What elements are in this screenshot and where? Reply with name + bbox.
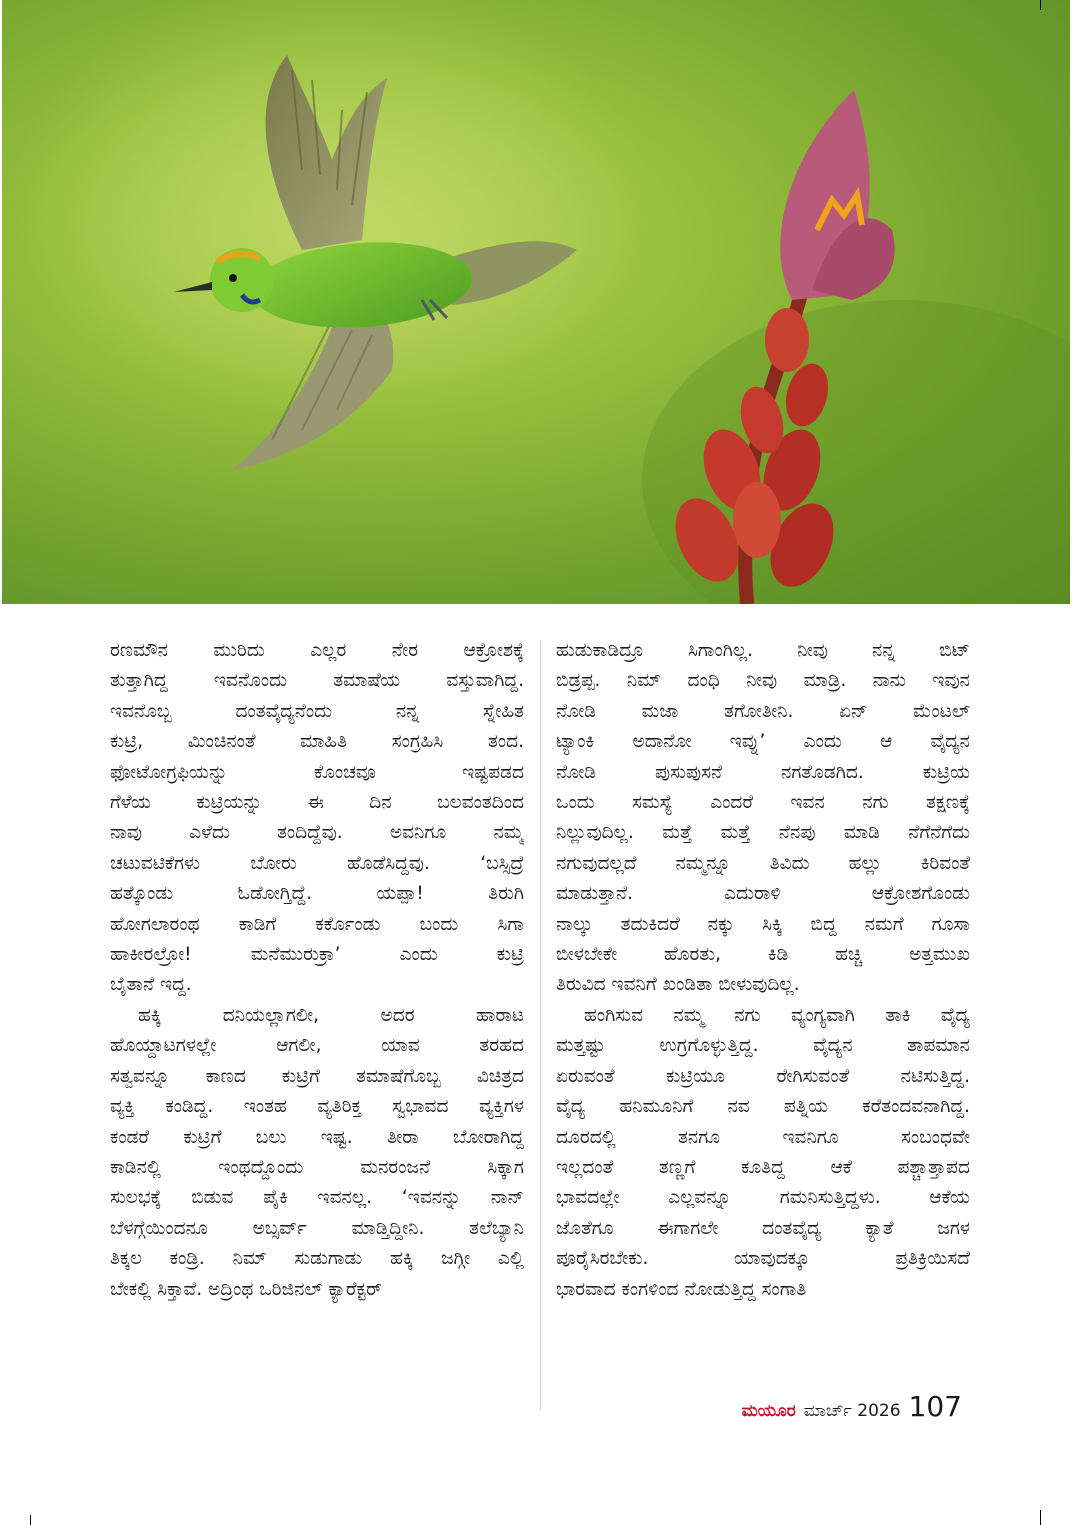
text-line: ನಾಲ್ಕು ತದುಕಿದರೆ ನಕ್ಕು ಸಿಕ್ಕಿ ಬಿದ್ದ ನಮಗೆ ಗೂಸಾ — [556, 913, 970, 935]
text-line: ಟ್ಯಾಂಕಿ ಅದಾನೋ ಇವ್ನು’ ಎಂದು ಆ ವೈದ್ಯನ — [556, 731, 970, 753]
text-line: ಹತ್ಕೊಂಡು ಓಡೋಗ್ತಿದ್ದೆ. ಯಪ್ಪಾ! ತಿರುಗಿ — [110, 883, 524, 905]
text-line: ಕಂಡರೆ ಕುಟ್ರಿಗೆ ಬಲು ಇಷ್ಟ. ತೀರಾ ಬೋರಾಗಿದ್ದ — [110, 1126, 524, 1148]
text-line: ನಿಲ್ಲುವುದಿಲ್ಲ. ಮತ್ತೆ ಮತ್ತೆ ನೆನಪು ಮಾಡಿ ನೆಗೆನೆಗೆದು — [556, 822, 970, 844]
crop-mark — [30, 1515, 31, 1525]
text-line: ಗೆಳೆಯ ಕುಟ್ರಿಯನ್ನು ಈ ದಿನ ಬಲವಂತದಿಂದ — [110, 792, 524, 814]
text-line: ತಿರುವಿದ ಇವನಿಗೆ ಖಂಡಿತಾ ಬೀಳುವುದಿಲ್ಲ. — [556, 974, 800, 996]
paragraph — [110, 1001, 524, 1305]
article-column-right — [556, 636, 970, 1305]
text-line: ಮತ್ತಷ್ಟು ಉಗ್ರಗೊಳ್ಳುತ್ತಿದ್ದ. ವೈದ್ಯನ ತಾಪಮಾನ — [556, 1035, 970, 1057]
text-line: ನಗುವುದಲ್ಲದೆ ನಮ್ಮನ್ನೂ ತಿವಿದು ಹಲ್ಲು ಕಿರಿವಂತೆ — [556, 852, 970, 874]
paragraph — [556, 636, 970, 1001]
text-line: ಹುಡುಕಾಡಿದ್ರೂ ಸಿಗಾಂಗಿಲ್ಲ. ನೀವು ನನ್ನ ಬಿಟ್ — [556, 640, 970, 661]
page-footer — [742, 1390, 962, 1430]
text-line: ಕುಟ್ರಿ, ಮಿಂಚಿನಂತೆ ಮಾಹಿತಿ ಸಂಗ್ರಹಿಸಿ ತಂದ. — [110, 731, 524, 753]
text-line: ಮಾಡುತ್ತಾನೆ. ಎದುರಾಳಿ ಆಕ್ರೋಶಗೊಂಡು — [556, 883, 970, 905]
paragraph — [110, 636, 524, 1001]
page-number: 107 — [908, 1390, 962, 1423]
text-line: ಜೊತೆಗೂ ಈಗಾಗಲೇ ದಂತವೈದ್ಯ ಕ್ಯಾತೆ ಜಗಳ — [556, 1217, 970, 1239]
text-line: ಹಂಗಿಸುವ ನಮ್ಮ ನಗು ವ್ಯಂಗ್ಯವಾಗಿ ತಾಕಿ ವೈದ್ಯ — [584, 1004, 970, 1026]
text-line: ಸುಲಭಕ್ಕೆ ಬಿಡುವ ಪೈಕಿ ಇವನಲ್ಲ. ‘ಇವನನ್ನು ನಾನ್ — [110, 1187, 524, 1209]
hero-photo — [2, 0, 1070, 604]
text-line: ಇವನೊಬ್ಬ ದಂತವೈದ್ಯನೆಂದು ನನ್ನ ಸ್ನೇಹಿತ — [110, 700, 524, 722]
issue-month: ಮಾರ್ಚ್ 2026 — [803, 1401, 901, 1421]
bird-and-flower-illustration — [2, 0, 1070, 604]
text-line: ದೂರದಲ್ಲಿ ತನಗೂ ಇವನಿಗೂ ಸಂಬಂಧವೇ — [556, 1126, 970, 1148]
text-line: ಕಾಡಿನಲ್ಲಿ ಇಂಥದ್ದೊಂದು ಮನರಂಜನೆ ಸಿಕ್ಕಾಗ — [110, 1156, 524, 1178]
text-line: ಬೈತಾನೆ ಇದ್ದ. — [110, 974, 192, 996]
text-line: ಪೂರೈಸಿರಬೇಕು. ಯಾವುದಕ್ಕೂ ಪ್ರತಿಕ್ರಿಯಿಸದೆ — [556, 1248, 970, 1270]
text-line: ನೋಡಿ ಪುಸುಪುಸನೆ ನಗತೊಡಗಿದ. ಕುಟ್ರಿಯ — [556, 761, 970, 783]
text-line: ಇಲ್ಲದಂತೆ ತಣ್ಣಗೆ ಕೂತಿದ್ದ ಆಕೆ ಪಶ್ಚಾತ್ತಾಪದ — [556, 1156, 970, 1178]
column-divider — [540, 640, 541, 1410]
text-line: ಏರುವಂತೆ ಕುಟ್ರಿಯೂ ರೇಗಿಸುವಂತೆ ನಟಿಸುತ್ತಿದ್ದ. — [556, 1065, 970, 1087]
crop-mark — [1040, 1510, 1041, 1525]
text-line: ಬಿಡ್ರಪ್ಪ. ನಿಮ್ ದಂಧಿ ನೀವು ಮಾಡ್ರಿ. ನಾನು ಇವುನ — [556, 670, 970, 692]
text-line: ಚಟುವಟಿಕೆಗಳು ಬೋರು ಹೊಡೆಸಿದ್ದವು. ‘ಬಸ್ಸಿದ್ರೆ — [110, 852, 524, 874]
text-line: ನಾವು ಎಳೆದು ತಂದಿದ್ದೆವು. ಅವನಿಗೂ ನಮ್ಮ — [110, 822, 524, 844]
text-line: ಬೀಳಬೇಕೇ ಹೊರತು, ಕಿಡಿ ಹಚ್ಚಿ ಅತ್ತಮುಖ — [556, 944, 970, 966]
text-line: ಬೆಳಗ್ಗೆಯಿಂದನೂ ಅಬ್ಸರ್ವ್ ಮಾಡ್ತಿದ್ದೀನಿ. ತಲೆಬ್ಯಾನಿ — [110, 1217, 524, 1239]
crop-mark — [1040, 0, 1041, 10]
text-line: ಫೋಟೋಗ್ರಫಿಯನ್ನು ಕೊಂಚವೂ ಇಷ್ಟಪಡದ — [110, 761, 524, 783]
text-line: ತುತ್ತಾಗಿದ್ದ ಇವನೊಂದು ತಮಾಷೆಯ ವಸ್ತುವಾಗಿದ್ದ. — [110, 670, 524, 692]
text-line: ಹೋಗಲಾರಂಥ ಕಾಡಿಗೆ ಕರ್ಕೊಂಡು ಬಂದು ಸಿಗಾ — [110, 913, 524, 935]
text-line: ವೈದ್ಯ ಹನಿಮೂನಿಗೆ ನವ ಪತ್ನಿಯ ಕರೆತಂದವನಾಗಿದ್ದ. — [556, 1096, 970, 1118]
text-line: ರಣಮೌನ ಮುರಿದು ಎಲ್ಲರ ನೇರ ಆಕ್ರೋಶಕ್ಕೆ — [110, 640, 524, 661]
text-line: ನೋಡಿ ಮಜಾ ತಗೋತೀನಿ. ಏನ್ ಮೆಂಟಲ್ — [556, 700, 970, 722]
paragraph — [556, 1001, 970, 1305]
text-line: ಹೊಯ್ದಾಟಗಳಲ್ಲೇ ಆಗಲೀ, ಯಾವ ತರಹದ — [110, 1035, 524, 1057]
magazine-brand: ಮಯೂರ — [741, 1401, 796, 1421]
text-line: ಬೇಕಲ್ಲಿ ಸಿಕ್ತಾವೆ. ಅದ್ರಿಂಥ ಒರಿಜಿನಲ್ ಕ್ಯಾರೆಕ್ಟರ್ — [110, 1278, 383, 1300]
text-line: ಸತ್ವವನ್ನೂ ಕಾಣದ ಕುಟ್ರಿಗೆ ತಮಾಷೆಗೊಬ್ಬ ವಿಚಿತ್ರದ — [110, 1065, 524, 1087]
text-line: ಹಕ್ಕಿ ದನಿಯಲ್ಲಾಗಲೀ, ಅದರ ಹಾರಾಟ — [138, 1004, 524, 1026]
article-column-left — [110, 636, 524, 1305]
text-line: ಹಾಕೀರಲ್ರೋ! ಮನೆಮುರುಕ್ರಾ’ ಎಂದು ಕುಟ್ರಿ — [110, 944, 524, 966]
text-line: ಒಂದು ಸಮಸ್ಯೆ ಎಂದರೆ ಇವನ ನಗು ತಕ್ಷಣಕ್ಕೆ — [556, 792, 970, 814]
text-line: ವ್ಯಕ್ತಿ ಕಂಡಿದ್ದ. ಇಂತಹ ವ್ಯತಿರಿಕ್ತ ಸ್ವಭಾವದ ವ್ಯಕ್ತಿಗಳ — [110, 1096, 524, 1118]
text-line: ಭಾವದಲ್ಲೇ ಎಲ್ಲವನ್ನೂ ಗಮನಿಸುತ್ತಿದ್ದಳು. ಆಕೆಯ — [556, 1187, 970, 1209]
text-line: ಭಾರವಾದ ಕಂಗಳಿಂದ ನೋಡುತ್ತಿದ್ದ ಸಂಗಾತಿ — [556, 1278, 807, 1300]
text-line: ತಿಕ್ಕಲ ಕಂಡ್ರಿ. ನಿಮ್ ಸುಡುಗಾಡು ಹಕ್ಕಿ ಜಗ್ಗೀ ಎಲ್ಲಿ — [110, 1248, 524, 1270]
